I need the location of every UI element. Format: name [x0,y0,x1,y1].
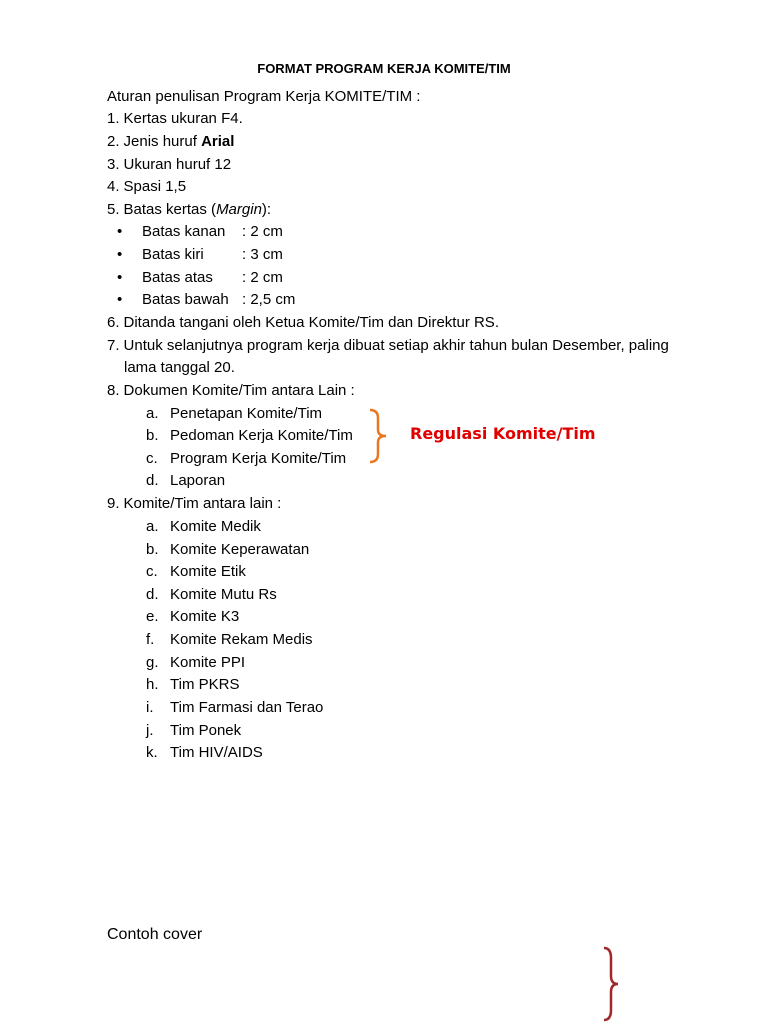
bullet-icon: • [117,291,123,308]
margin-label: Batas bawah [142,291,229,308]
rule-text: Spasi 1,5 [123,178,187,195]
rule-text: Kertas ukuran F4. [123,110,243,127]
rule-text: Komite/Tim antara lain : [123,495,282,512]
item-text: Tim HIV/AIDS [170,744,263,761]
regulation-brace-icon [366,408,390,464]
rule-number: 2. [107,133,120,150]
item-letter: e. [146,608,159,625]
rule-text: Untuk selanjutnya program kerja dibuat setiap akhir tahun bulan Desember, paling [123,337,669,354]
item-letter: f. [146,631,155,648]
intro-text: Aturan penulisan Program Kerja KOMITE/TIM : [107,88,421,105]
item-letter: b. [146,541,159,558]
document-item [146,427,353,445]
margin-value: : 2 cm [242,223,283,240]
item-letter: d. [146,586,159,603]
item-text: Tim Farmasi dan Terao [170,699,324,716]
item-text: Tim Ponek [170,722,242,739]
rule-7 [107,337,669,355]
margin-value: : 2,5 cm [242,291,296,308]
example-cover-label: Contoh cover [107,926,203,943]
rule-number: 7. [107,337,120,354]
document-item [146,450,346,468]
rule-number: 5. [107,201,120,218]
committee-item [146,722,241,740]
item-letter: d. [146,472,159,489]
item-text: Penetapan Komite/Tim [170,405,323,422]
rule-text: Ditanda tangani oleh Ketua Komite/Tim dan Direktur RS. [123,314,499,331]
bullet-icon: • [117,269,123,286]
rule-number: 8. [107,382,120,399]
item-letter: i. [146,699,154,716]
item-text: Komite Medik [170,518,261,535]
committee-item [146,631,313,649]
rule-text: Batas kertas ( [123,201,217,218]
margin-item [117,291,295,309]
rule-number: 1. [107,110,120,127]
document-title: FORMAT PROGRAM KERJA KOMITE/TIM [257,61,511,76]
rule-7-continuation: lama tanggal 20. [124,359,235,376]
item-text: Pedoman Kerja Komite/Tim [170,427,353,444]
rule-text: Jenis huruf [123,133,202,150]
committee-item [146,654,245,672]
rule-number: 4. [107,178,120,195]
committee-item [146,518,261,536]
item-text: Komite Etik [170,563,246,580]
item-letter: k. [146,744,158,761]
committee-item [146,676,239,694]
item-letter: a. [146,518,159,535]
rule-1 [107,110,243,128]
bullet-icon: • [117,246,123,263]
item-letter: c. [146,450,158,467]
item-text: Komite Mutu Rs [170,586,277,603]
rule-number: 3. [107,156,120,173]
item-letter: j. [146,722,154,739]
document-item [146,472,225,490]
item-text: Komite Keperawatan [170,541,310,558]
margin-italic: Margin [216,201,262,218]
rule-text: Ukuran huruf 12 [123,156,232,173]
rule-2 [107,133,234,151]
committee-item [146,541,309,559]
item-text: Komite PPI [170,654,246,671]
rule-4 [107,178,186,196]
rule-3 [107,156,231,174]
item-text: Laporan [170,472,226,489]
committee-item [146,699,323,717]
item-letter: a. [146,405,159,422]
item-text: Program Kerja Komite/Tim [170,450,347,467]
cover-brace-icon [600,946,622,1022]
margin-label: Batas kiri [142,246,204,263]
item-text: Komite Rekam Medis [170,631,313,648]
committee-item [146,744,263,762]
margin-label: Batas kanan [142,223,226,240]
margin-value: : 3 cm [242,246,283,263]
margin-item [117,246,283,264]
item-letter: g. [146,654,159,671]
item-letter: h. [146,676,159,693]
item-text: Tim PKRS [170,676,240,693]
rule-9 [107,495,281,513]
committee-item [146,608,239,626]
rule-text: Dokumen Komite/Tim antara Lain : [123,382,355,399]
committee-item [146,586,277,604]
item-text: Komite K3 [170,608,240,625]
rule-number: 6. [107,314,120,331]
item-letter: b. [146,427,159,444]
rule-text-end: ): [261,201,272,218]
rule-8 [107,382,355,400]
margin-item [117,269,283,287]
committee-item [146,563,246,581]
rule-number: 9. [107,495,120,512]
rule-5 [107,201,271,219]
margin-label: Batas atas [142,269,213,286]
font-name: Arial [201,133,235,150]
margin-value: : 2 cm [242,269,283,286]
document-item [146,405,322,423]
bullet-icon: • [117,223,123,240]
regulation-label: Regulasi Komite/Tim [410,424,596,443]
margin-item [117,223,283,241]
rule-6 [107,314,499,332]
item-letter: c. [146,563,158,580]
